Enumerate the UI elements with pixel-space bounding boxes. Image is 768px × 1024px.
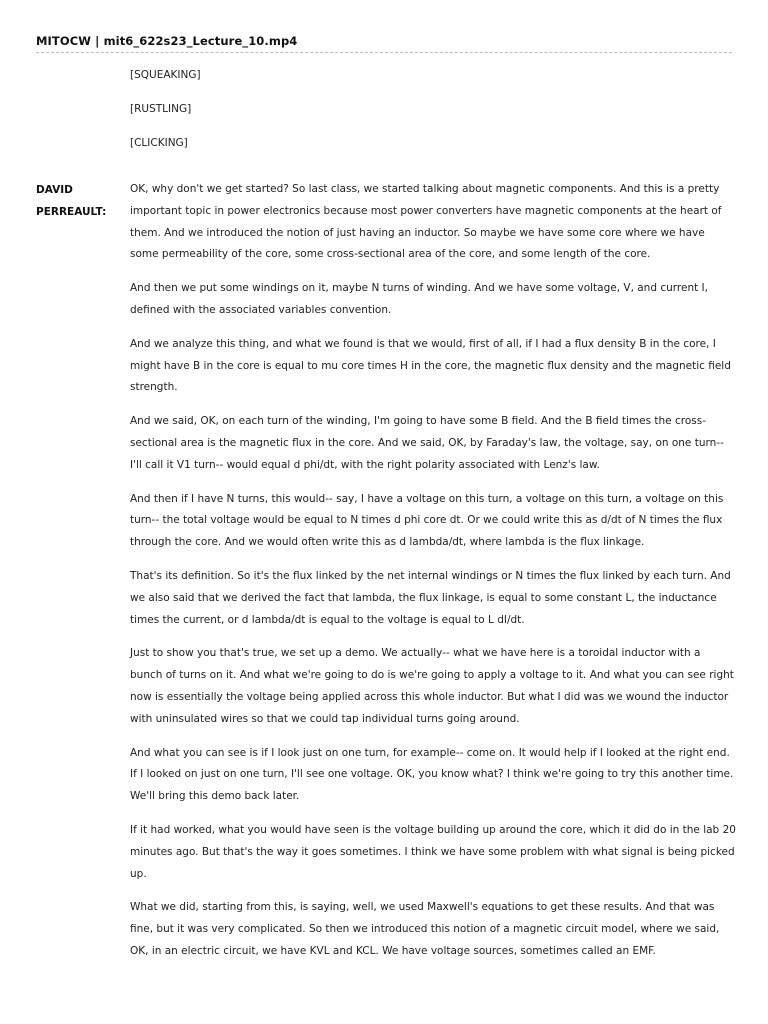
transcript-paragraph: And then if I have N turns, this would-- say, I have a voltage on this turn, a voltage on this turn, a voltage on this turn-- the total voltage would be equal to N times d phi core dt. Or we could write this as d/dt of N times the flux through the core. And we would often write this as d lambda/dt, where lambda is the flux linkage. <box>130 492 724 549</box>
transcript-paragraph: And then we put some windings on it, maybe N turns of winding. And we have some voltage, V, and current I, defined with the associated variables convention. <box>130 282 708 316</box>
transcript-paragraph: If it had worked, what you would have seen is the voltage building up around the core, which it did do in the lab 20 minutes ago. But that's the way it goes sometimes. I think we have some problem with what signal is being picked up. <box>130 823 736 880</box>
sound-cue: [RUSTLING] <box>130 103 192 115</box>
speaker-name: DAVID PERREAULT: <box>36 184 107 218</box>
transcript-paragraph: OK, why don't we get started? So last class, we started talking about magnetic components. And this is a pretty important topic in power electronics because most power converters have magnetic components at the heart of them. And we introduced the notion of just having an inductor. So maybe we have some core where we have some permeability of the core, some cross-sectional area of the core, and some length of the core. <box>130 183 722 261</box>
sound-cues <box>130 68 732 170</box>
transcript-paragraph: And we said, OK, on each turn of the winding, I'm going to have some B field. And the B field times the cross-sectional area is the magnetic flux in the core. And we said, OK, by Faraday's law, the voltage, say, on one turn-- I'll call it V1 turn-- would equal d phi/dt, with the right polarity associated with Lenz's law. <box>130 415 724 471</box>
transcript-paragraph: What we did, starting from this, is saying, well, we used Maxwell's equations to get these results. And that was fine, but it was very complicated. So then we introduced this notion of a magnetic circuit model, where we said, OK, in an electric circuit, we have KVL and KCL. We have voltage sources, sometimes called an EMF. <box>130 901 720 957</box>
title-divider <box>36 52 732 53</box>
transcript-paragraph: That's its definition. So it's the flux linked by the net internal windings or N times the flux linked by each turn. And we also said that we derived the fact that lambda, the flux linkage, is equal to some constant L, the inductance times the current, or d lambda/dt is equal to the voltage is equal to L dI/dt. <box>130 569 731 626</box>
transcript-paragraph: And what you can see is if I look just on one turn, for example-- come on. It would help if I looked at the right end. If I looked on just on one turn, I'll see one voltage. OK, you know what? I think we're going to try this another time. We'll bring this demo back later. <box>130 746 734 803</box>
document-title: MITOCW | mit6_622s23_Lecture_10.mp4 <box>36 34 298 48</box>
sound-cue: [SQUEAKING] <box>130 69 201 81</box>
speech-paragraphs <box>130 179 736 975</box>
transcript-paragraph: And we analyze this thing, and what we found is that we would, first of all, if I had a flux density B in the core, I might have B in the core is equal to mu core times H in the core, the magnetic flux density and the magnetic field strength. <box>130 337 731 394</box>
transcript-paragraph: Just to show you that's true, we set up a demo. We actually-- what we have here is a toroidal inductor with a bunch of turns on it. And what we're going to do is we're going to apply a voltage to it. And what you can see right now is essentially the voltage being applied across this whole inductor. But what I did was we wound the inductor with uninsulated wires so that we could tap individual turns going around. <box>130 647 734 725</box>
sound-cue: [CLICKING] <box>130 137 188 149</box>
